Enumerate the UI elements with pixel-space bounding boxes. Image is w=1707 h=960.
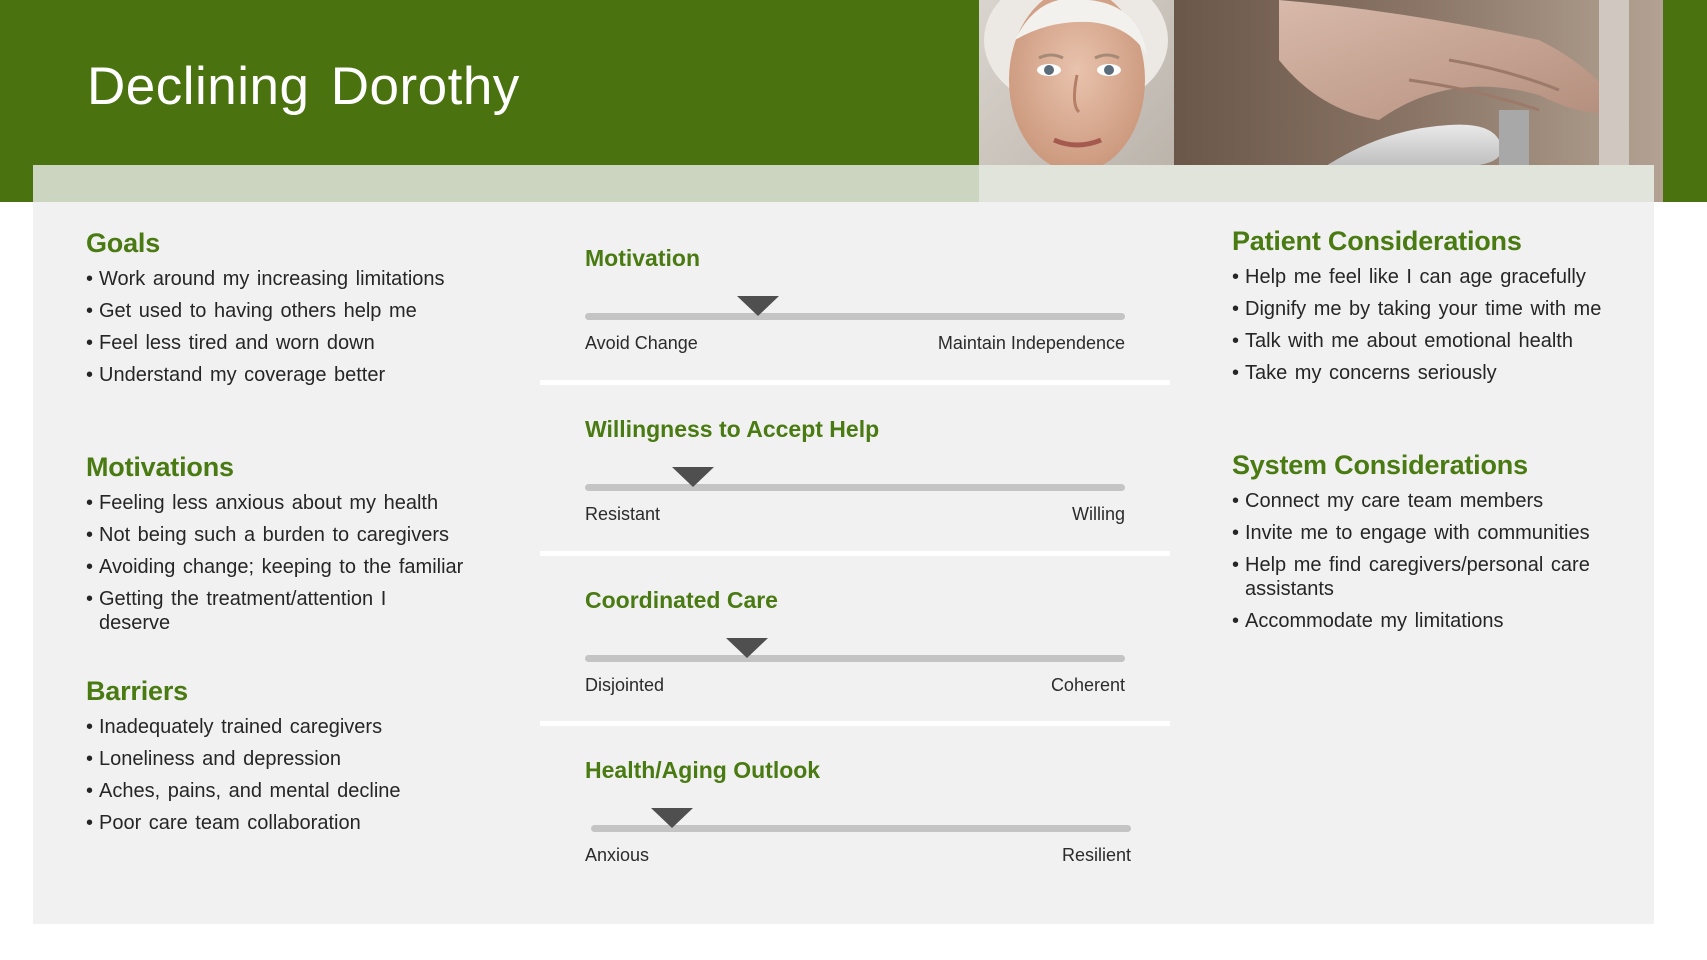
list-item: • Aches, pains, and mental decline [86,779,506,803]
list-item: • Talk with me about emotional health [1232,329,1652,353]
slider-right-label: Maintain Independence [937,333,1125,353]
slider-left-label: Anxious [585,845,650,865]
slider-title: Health/Aging Outlook [585,757,821,783]
list-item: • Loneliness and depression [86,747,506,771]
slider-track [585,655,1125,662]
list-item: • Invite me to engage with communities [1232,521,1652,545]
list-item: • Understand my coverage better [86,363,506,387]
list-item: • Not being such a burden to caregivers [86,523,506,547]
slider-marker-icon [726,638,768,658]
slider-title: Coordinated Care [585,587,778,613]
system-considerations-heading: System Considerations [1232,450,1528,480]
list-item: • Take my concerns seriously [1232,361,1652,385]
list-item: • Poor care team collaboration [86,811,506,835]
slider-right-label: Willing [1071,504,1125,524]
slider-left-label: Resistant [585,504,661,524]
list-item: • Work around my increasing limitations [86,267,506,291]
slider-marker-icon [651,808,693,828]
slider-divider [540,551,1170,556]
slider-divider [540,721,1170,726]
goals-list [86,267,506,387]
patient-considerations-list [1232,265,1652,385]
slider-left-label: Avoid Change [585,333,698,353]
list-item: • Connect my care team members [1232,489,1652,513]
slider-title: Motivation [585,245,700,271]
list-item: • Avoiding change; keeping to the familiar [86,555,506,579]
slider-left-label: Disjointed [585,675,665,695]
patient-considerations-heading: Patient Considerations [1232,226,1522,256]
slider-track [585,484,1125,491]
slider-marker-icon [737,296,779,316]
page-title: Declining Dorothy [87,57,520,116]
photo-overlay-fade [979,165,1654,202]
slider-track [585,313,1125,320]
list-item: • Getting the treatment/attention I deserve [86,587,399,635]
list-item: • Help me feel like I can age gracefully [1232,265,1652,289]
goals-section [86,228,506,395]
slider-title: Willingness to Accept Help [585,416,880,442]
goals-heading: Goals [86,228,161,258]
motivations-heading: Motivations [86,452,234,482]
list-item: • Dignify me by taking your time with me [1232,297,1652,321]
system-considerations-list [1232,489,1652,633]
system-considerations-section [1232,450,1652,641]
patient-considerations-section [1232,226,1652,393]
barriers-list [86,715,506,835]
motivations-section [86,452,506,643]
slider-right-label: Resilient [1061,845,1131,865]
motivation-slider [585,245,1125,355]
barriers-heading: Barriers [86,676,188,706]
motivations-list [86,491,506,635]
willingness-slider [585,416,1125,526]
health-outlook-slider [585,757,1131,867]
slider-marker-icon [672,467,714,487]
list-item: • Accommodate my limitations [1232,609,1652,633]
list-item: • Feeling less anxious about my health [86,491,506,515]
list-item: • Feel less tired and worn down [86,331,506,355]
barriers-section [86,676,506,843]
slider-right-label: Coherent [1050,675,1125,695]
list-item: • Help me find caregivers/personal care assistants [1232,553,1630,601]
slider-divider [540,380,1170,385]
list-item: • Get used to having others help me [86,299,506,323]
list-item: • Inadequately trained caregivers [86,715,506,739]
coordinated-care-slider [585,587,1125,697]
